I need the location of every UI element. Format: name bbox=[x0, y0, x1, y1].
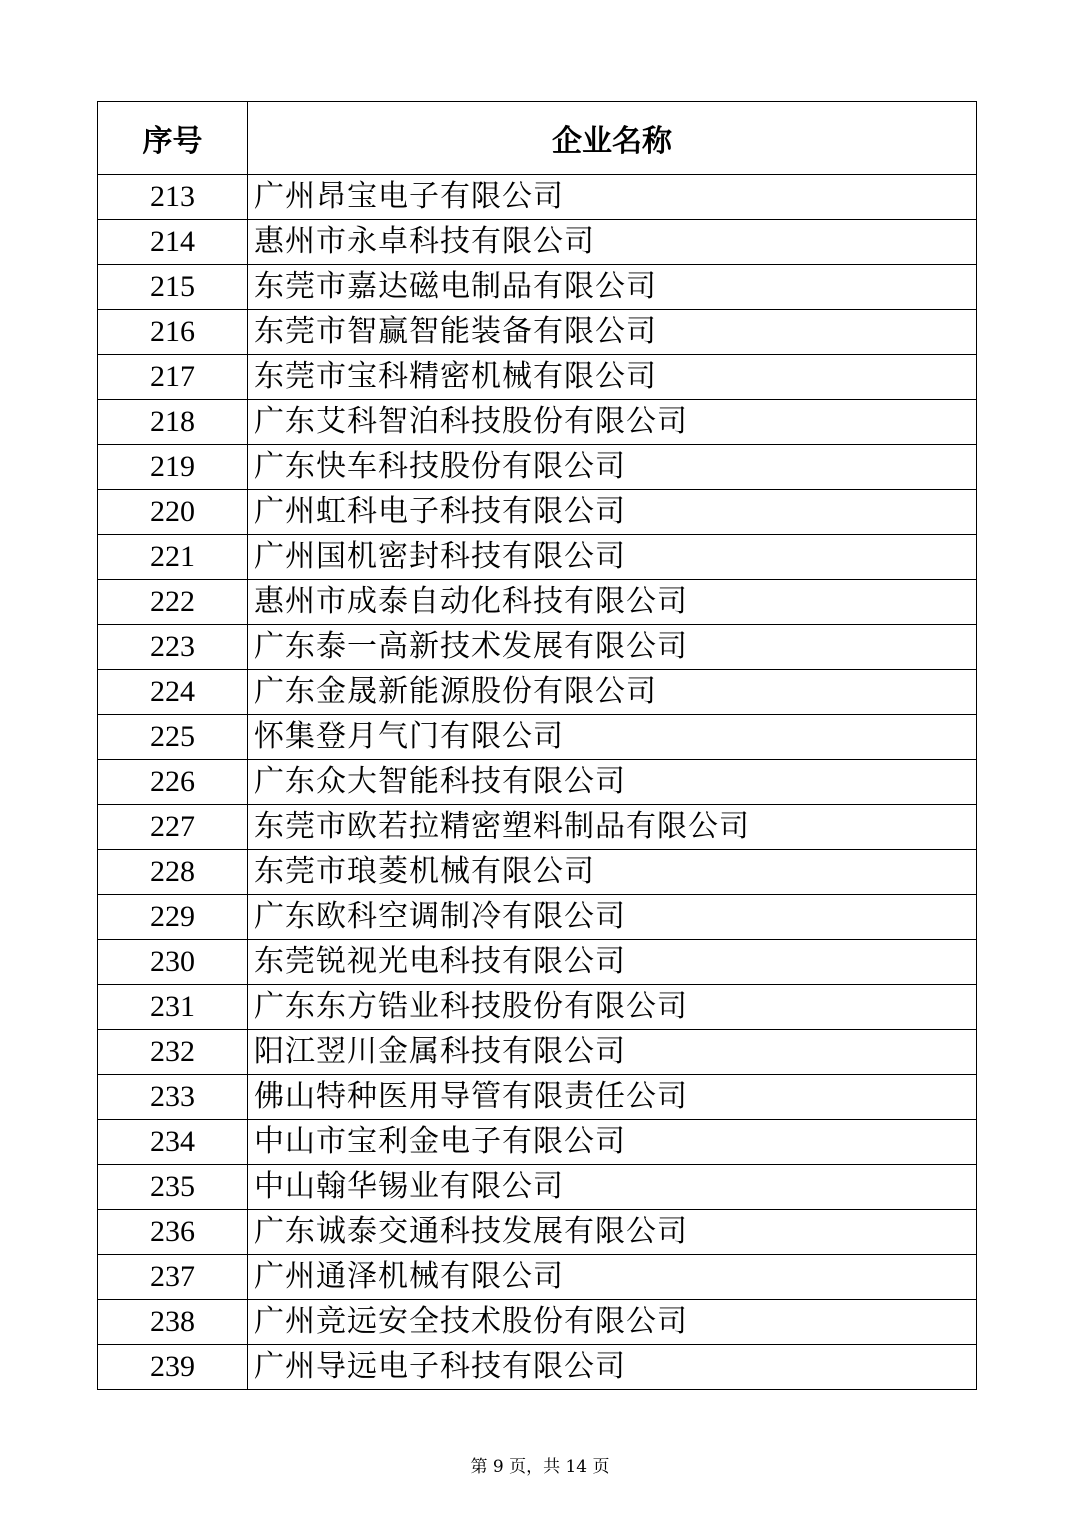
company-name-cell: 东莞市琅菱机械有限公司 bbox=[248, 850, 977, 895]
company-name-cell: 中山翰华锡业有限公司 bbox=[248, 1165, 977, 1210]
table-row bbox=[98, 265, 977, 310]
serial-number-cell: 234 bbox=[98, 1120, 248, 1165]
company-name-cell: 怀集登月气门有限公司 bbox=[248, 715, 977, 760]
serial-number-cell: 222 bbox=[98, 580, 248, 625]
serial-number-cell: 236 bbox=[98, 1210, 248, 1255]
serial-number-cell: 215 bbox=[98, 265, 248, 310]
company-name-cell: 广东泰一高新技术发展有限公司 bbox=[248, 625, 977, 670]
serial-number-cell: 235 bbox=[98, 1165, 248, 1210]
serial-number-cell: 223 bbox=[98, 625, 248, 670]
company-name-cell: 广州昂宝电子有限公司 bbox=[248, 175, 977, 220]
company-name-cell: 广州导远电子科技有限公司 bbox=[248, 1345, 977, 1390]
company-name-cell: 广州国机密封科技有限公司 bbox=[248, 535, 977, 580]
header-serial-number: 序号 bbox=[98, 102, 248, 175]
company-name-cell: 阳江翌川金属科技有限公司 bbox=[248, 1030, 977, 1075]
table-row bbox=[98, 490, 977, 535]
company-name-cell: 广东快车科技股份有限公司 bbox=[248, 445, 977, 490]
serial-number-cell: 231 bbox=[98, 985, 248, 1030]
table-row bbox=[98, 1075, 977, 1120]
serial-number-cell: 228 bbox=[98, 850, 248, 895]
company-name-cell: 东莞锐视光电科技有限公司 bbox=[248, 940, 977, 985]
serial-number-cell: 226 bbox=[98, 760, 248, 805]
table-row bbox=[98, 175, 977, 220]
page-footer: 第 9 页，共 14 页 bbox=[470, 1457, 610, 1477]
serial-number-cell: 221 bbox=[98, 535, 248, 580]
serial-number-cell: 239 bbox=[98, 1345, 248, 1390]
header-row bbox=[98, 102, 977, 175]
serial-number-cell: 213 bbox=[98, 175, 248, 220]
company-name-cell: 中山市宝利金电子有限公司 bbox=[248, 1120, 977, 1165]
table-row bbox=[98, 310, 977, 355]
table-row bbox=[98, 220, 977, 265]
company-name-cell: 东莞市宝科精密机械有限公司 bbox=[248, 355, 977, 400]
table-row bbox=[98, 850, 977, 895]
table-row bbox=[98, 445, 977, 490]
company-name-cell: 佛山特种医用导管有限责任公司 bbox=[248, 1075, 977, 1120]
table-row bbox=[98, 1255, 977, 1300]
table-body bbox=[98, 175, 977, 1390]
company-table bbox=[97, 101, 977, 1390]
company-name-cell: 东莞市欧若拉精密塑料制品有限公司 bbox=[248, 805, 977, 850]
company-name-cell: 惠州市成泰自动化科技有限公司 bbox=[248, 580, 977, 625]
table-row bbox=[98, 985, 977, 1030]
table-row bbox=[98, 805, 977, 850]
table-row bbox=[98, 1300, 977, 1345]
table-row bbox=[98, 1210, 977, 1255]
table-row bbox=[98, 1345, 977, 1390]
serial-number-cell: 230 bbox=[98, 940, 248, 985]
serial-number-cell: 232 bbox=[98, 1030, 248, 1075]
company-name-cell: 广州虹科电子科技有限公司 bbox=[248, 490, 977, 535]
serial-number-cell: 238 bbox=[98, 1300, 248, 1345]
table-row bbox=[98, 535, 977, 580]
serial-number-cell: 214 bbox=[98, 220, 248, 265]
table-row bbox=[98, 625, 977, 670]
company-name-cell: 广州竞远安全技术股份有限公司 bbox=[248, 1300, 977, 1345]
company-name-cell: 广州通泽机械有限公司 bbox=[248, 1255, 977, 1300]
serial-number-cell: 220 bbox=[98, 490, 248, 535]
table-row bbox=[98, 940, 977, 985]
table-row bbox=[98, 580, 977, 625]
serial-number-cell: 229 bbox=[98, 895, 248, 940]
serial-number-cell: 219 bbox=[98, 445, 248, 490]
table-row bbox=[98, 715, 977, 760]
table-row bbox=[98, 895, 977, 940]
table-row bbox=[98, 1030, 977, 1075]
table-row bbox=[98, 400, 977, 445]
company-name-cell: 广东金晟新能源股份有限公司 bbox=[248, 670, 977, 715]
serial-number-cell: 217 bbox=[98, 355, 248, 400]
company-name-cell: 广东欧科空调制冷有限公司 bbox=[248, 895, 977, 940]
serial-number-cell: 237 bbox=[98, 1255, 248, 1300]
company-table-container bbox=[97, 101, 976, 1390]
company-name-cell: 广东众大智能科技有限公司 bbox=[248, 760, 977, 805]
table-row bbox=[98, 670, 977, 715]
company-name-cell: 东莞市嘉达磁电制品有限公司 bbox=[248, 265, 977, 310]
serial-number-cell: 227 bbox=[98, 805, 248, 850]
company-name-cell: 广东诚泰交通科技发展有限公司 bbox=[248, 1210, 977, 1255]
serial-number-cell: 218 bbox=[98, 400, 248, 445]
serial-number-cell: 224 bbox=[98, 670, 248, 715]
serial-number-cell: 233 bbox=[98, 1075, 248, 1120]
serial-number-cell: 216 bbox=[98, 310, 248, 355]
company-name-cell: 惠州市永卓科技有限公司 bbox=[248, 220, 977, 265]
table-header bbox=[98, 102, 977, 175]
table-row bbox=[98, 1165, 977, 1210]
company-name-cell: 东莞市智赢智能装备有限公司 bbox=[248, 310, 977, 355]
table-row bbox=[98, 355, 977, 400]
header-company-name: 企业名称 bbox=[248, 102, 977, 175]
serial-number-cell: 225 bbox=[98, 715, 248, 760]
company-name-cell: 广东东方锆业科技股份有限公司 bbox=[248, 985, 977, 1030]
company-name-cell: 广东艾科智泊科技股份有限公司 bbox=[248, 400, 977, 445]
table-row bbox=[98, 760, 977, 805]
table-row bbox=[98, 1120, 977, 1165]
